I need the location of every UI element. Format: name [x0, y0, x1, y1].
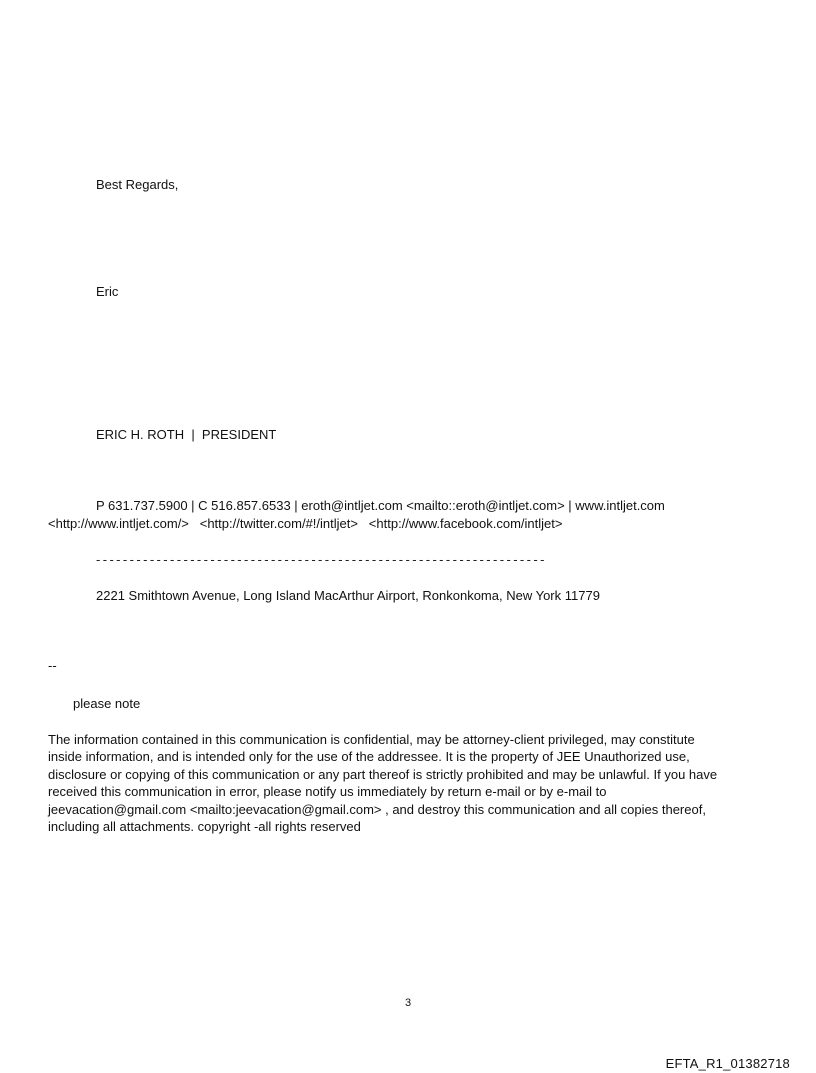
disclaimer-line: inside information, and is intended only for the use of the addressee. It is the property of JEE Unauthorized use,	[48, 749, 690, 765]
confidentiality-disclaimer	[48, 731, 748, 835]
disclaimer-line: jeevacation@gmail.com <mailto:jeevacation@gmail.com> , and destroy this communication and all copies thereof,	[48, 801, 706, 817]
signature-links-line: <http://www.intljet.com/> <http://twitter.com/#!/intljet> <http://www.facebook.com/intljet>	[48, 516, 563, 531]
signature-address: 2221 Smithtown Avenue, Long Island MacArthur Airport, Ronkonkoma, New York 11779	[96, 588, 600, 603]
page-number: 3	[404, 997, 412, 1009]
sender-name: Eric	[96, 284, 119, 299]
signature-separator: -------------------------------------------------------------------	[96, 552, 547, 567]
signature-contact-line: P 631.737.5900 | C 516.857.6533 | eroth@intljet.com <mailto::eroth@intljet.com> | www.intljet.com	[96, 498, 665, 513]
disclaimer-line: received this communication in error, please notify us immediately by return e-mail or by e-mail to	[48, 784, 607, 800]
please-note-heading: please note	[73, 696, 141, 711]
signature-delimiter: --	[48, 658, 57, 673]
disclaimer-line: The information contained in this communication is confidential, may be attorney-client privileged, may constitute	[48, 732, 695, 747]
greeting: Best Regards,	[96, 177, 179, 192]
document-id: EFTA_R1_01382718	[665, 1056, 790, 1071]
signature-name-title: ERIC H. ROTH | PRESIDENT	[96, 427, 277, 442]
disclaimer-line: disclosure or copying of this communication or any part thereof is strictly prohibited and may be unlawful. If you have	[48, 766, 718, 782]
disclaimer-line: including all attachments. copyright -all rights reserved	[48, 819, 361, 835]
